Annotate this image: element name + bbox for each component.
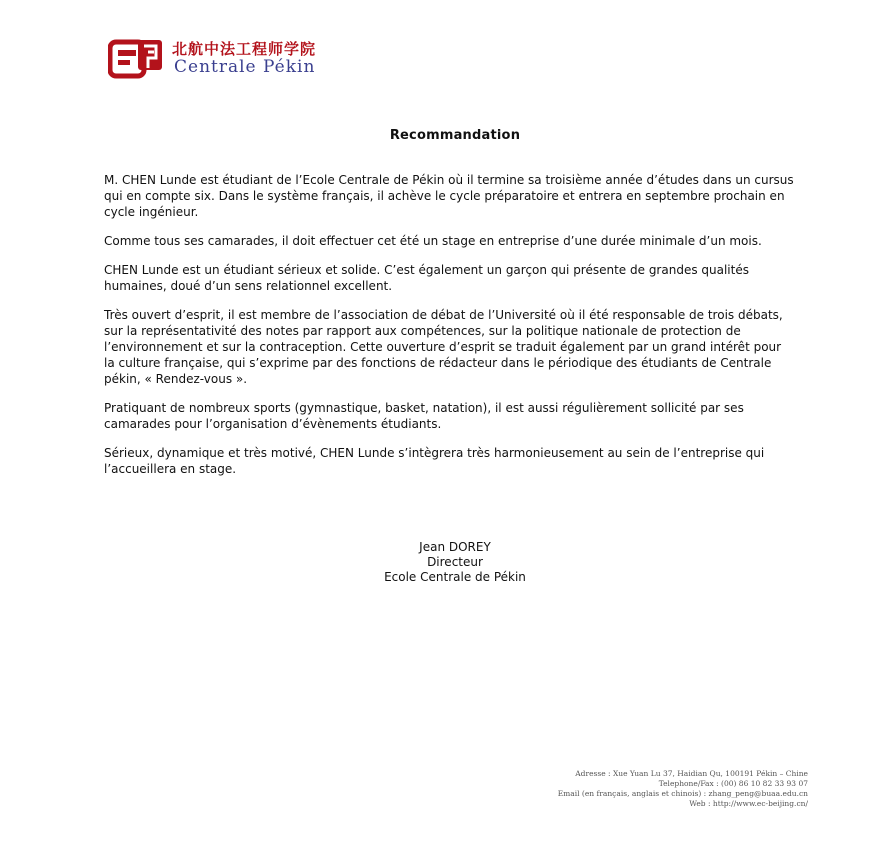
- signatory-role: Directeur: [427, 555, 483, 569]
- signatory-name: Jean DOREY: [419, 540, 491, 554]
- logo-french-name: Centrale Pékin: [174, 57, 316, 77]
- paragraph-3: CHEN Lunde est un étudiant sérieux et solide. C’est également un garçon qui présente de grandes qualités humaines, doué d’un sens relationnel excellent.: [104, 263, 749, 293]
- ecp-logo-mark-icon: [108, 38, 164, 80]
- signatory-institution: Ecole Centrale de Pékin: [384, 570, 526, 584]
- footer-web: Web : http://www.ec-beijing.cn/: [689, 799, 808, 808]
- footer-email: Email (en français, anglais et chinois) : zhang_peng@buaa.edu.cn: [557, 789, 808, 798]
- footer-address: Adresse : Xue Yuan Lu 37, Haidian Qu, 100191 Pékin – Chine: [575, 769, 808, 778]
- paragraph-5: Pratiquant de nombreux sports (gymnastique, basket, natation), il est aussi régulièrement sollicité par ses camarades pour l’organisation d’évènements étudiants.: [104, 401, 744, 431]
- school-logo: [108, 38, 368, 84]
- paragraph-2: Comme tous ses camarades, il doit effectuer cet été un stage en entreprise d’une durée minimale d’un mois.: [104, 234, 762, 248]
- letter-body: [104, 172, 794, 490]
- document-title: Recommandation: [389, 128, 521, 143]
- signature-block: [0, 540, 870, 585]
- logo-chinese-name: 北航中法工程师学院: [172, 40, 317, 58]
- paragraph-6: Sérieux, dynamique et très motivé, CHEN Lunde s’intègrera très harmonieusement au sein de l’entreprise qui l’accueillera en stage.: [104, 446, 765, 476]
- paragraph-1: M. CHEN Lunde est étudiant de l’Ecole Centrale de Pékin où il termine sa troisième année d’études dans un cursus qui en compte six. Dans le système français, il achève le cycle préparatoire et entrera en septembre prochain en cycle ingénieur.: [104, 173, 794, 219]
- footer-contact: [558, 769, 808, 809]
- footer-phone: Telephone/Fax : (00) 86 10 82 33 93 07: [658, 779, 808, 788]
- paragraph-4: Très ouvert d’esprit, il est membre de l’association de débat de l’Université où il été responsable de trois débats, sur la représentativité des notes par rapport aux compétences, sur la politique nationale de protection de l’environnement et sur la contraception. Cette ouverture d’esprit se traduit également par un grand intérêt pour la culture française, qui s’exprime par des fonctions de rédacteur dans le périodique des étudiants de Centrale pékin, « Rendez-vous ».: [104, 308, 783, 386]
